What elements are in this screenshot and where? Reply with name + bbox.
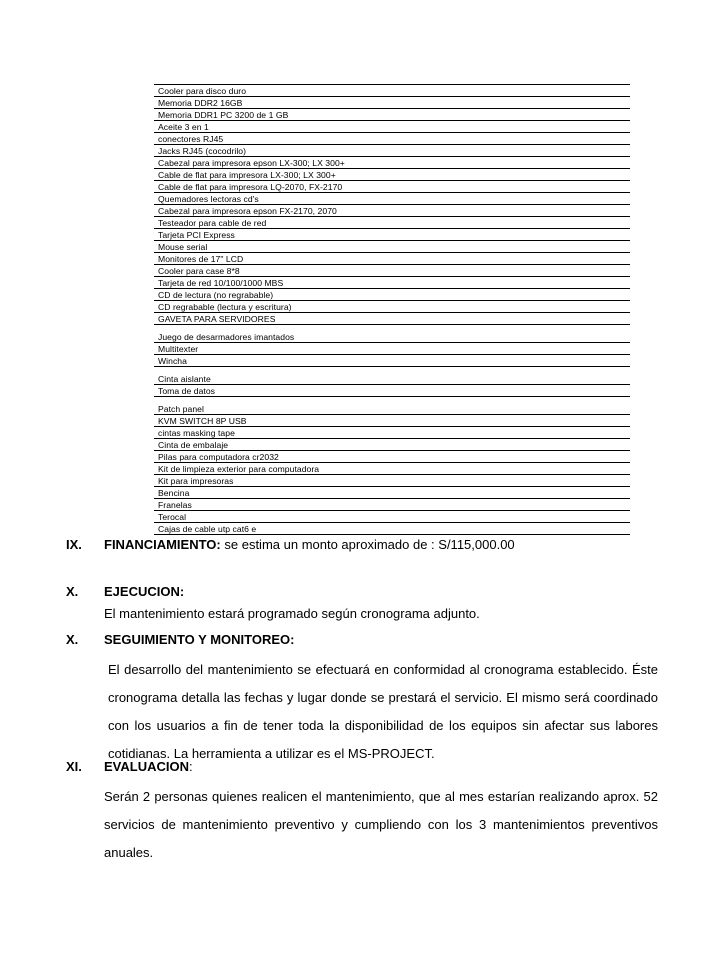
table-row [154, 313, 630, 325]
section-paragraph: Serán 2 personas quienes realicen el mantenimiento, que al mes estarían realizando aprox. 52 servicios de mantenimiento preventivo y cumpliendo con los 3 mantenimientos preventivos anuales. [104, 789, 658, 860]
item-label: Pilas para computadora cr2032 [158, 452, 279, 462]
item-label: Cooler para case 8*8 [158, 266, 240, 276]
item-label: CD regrabable (lectura y escritura) [158, 302, 292, 312]
table-row [154, 169, 630, 181]
item-label: Cabezal para impresora epson FX-2170, 2070 [158, 206, 337, 216]
item-label: Monitores de 17" LCD [158, 254, 244, 264]
table-row [154, 499, 630, 511]
table-row [154, 289, 630, 301]
item-label: Aceite 3 en 1 [158, 122, 209, 132]
item-label: Quemadores lectoras cd's [158, 194, 259, 204]
item-label: Cable de flat para impresora LQ-2070, FX-2170 [158, 182, 343, 192]
table-row [154, 217, 630, 229]
section-numeral: X. [66, 632, 79, 647]
section-paragraph: El mantenimiento estará programado según cronograma adjunto. [104, 606, 480, 621]
section-numeral: IX. [66, 537, 82, 552]
table-row [154, 121, 630, 133]
table-row [154, 385, 630, 397]
item-label: Wincha [158, 356, 187, 366]
table-row [154, 511, 630, 523]
table-row [154, 193, 630, 205]
item-label: cintas masking tape [158, 428, 235, 438]
table-row [154, 463, 630, 475]
item-label: KVM SWITCH 8P USB [158, 416, 247, 426]
item-label: Bencina [158, 488, 190, 498]
item-label: Toma de datos [158, 386, 216, 396]
table-row [154, 523, 630, 535]
table-row [154, 85, 630, 97]
section-financiamiento [66, 537, 658, 552]
item-label: Terocal [158, 512, 187, 522]
item-label: Memoria DDR2 16GB [158, 98, 243, 108]
item-label: Cable de flat para impresora LX-300; LX 300+ [158, 170, 336, 180]
item-label: Kit de limpieza exterior para computadora [158, 464, 320, 474]
item-label: Testeador para cable de red [158, 218, 267, 228]
table-row [154, 397, 630, 415]
table-row [154, 427, 630, 439]
section-heading [66, 537, 658, 552]
item-label: Cinta aislante [158, 374, 211, 384]
section-seguimiento [66, 632, 658, 768]
item-label: Cajas de cable utp cat6 e [158, 524, 257, 534]
table-row [154, 439, 630, 451]
section-title: SEGUIMIENTO Y MONITOREO: [104, 632, 295, 647]
item-label: Kit para impresoras [158, 476, 234, 486]
item-label: Jacks RJ45 (cocodrilo) [158, 146, 247, 156]
table-row [154, 229, 630, 241]
item-label: Tarjeta de red 10/100/1000 MBS [158, 278, 284, 288]
table-row [154, 277, 630, 289]
section-heading [66, 632, 658, 647]
table-row [154, 301, 630, 313]
section-numeral: X. [66, 584, 79, 599]
item-label: Mouse serial [158, 242, 208, 252]
table-row [154, 181, 630, 193]
item-label: Franelas [158, 500, 192, 510]
section-inline-text: se estima un monto aproximado de : S/115,000.00 [220, 537, 515, 552]
table-row [154, 145, 630, 157]
table-row [154, 253, 630, 265]
section-title: EVALUACION [104, 759, 189, 774]
table-row [154, 133, 630, 145]
table-row [154, 205, 630, 217]
table-row [154, 367, 630, 385]
table-row [154, 109, 630, 121]
item-label: Patch panel [158, 404, 204, 414]
item-label: Memoria DDR1 PC 3200 de 1 GB [158, 110, 289, 120]
section-title: EJECUCION: [104, 584, 185, 599]
table-row [154, 355, 630, 367]
item-label: GAVETA PARA SERVIDORES [158, 314, 276, 324]
table-row [154, 241, 630, 253]
table-row [154, 415, 630, 427]
item-label: conectores RJ45 [158, 134, 224, 144]
table-row [154, 487, 630, 499]
table-row [154, 97, 630, 109]
item-label: Tarjeta PCI Express [158, 230, 235, 240]
table-row [154, 157, 630, 169]
item-label: Cabezal para impresora epson LX-300; LX 300+ [158, 158, 345, 168]
item-label: Cooler para disco duro [158, 86, 247, 96]
item-label: Multitexter [158, 344, 199, 354]
item-label: CD de lectura (no regrabable) [158, 290, 274, 300]
table-row [154, 475, 630, 487]
section-heading [66, 759, 658, 774]
item-label: Cinta de embalaje [158, 440, 229, 450]
section-title-suffix: : [188, 759, 193, 774]
section-ejecucion [66, 584, 658, 623]
table-row [154, 451, 630, 463]
section-evaluacion [66, 759, 658, 867]
table-row [154, 325, 630, 343]
section-paragraph: El desarrollo del mantenimiento se efectuará en conformidad al cronograma establecido. Éste cronograma detalla las fechas y lugar donde se prestará el servicio. El mismo será coordinado con los usuarios a fin de tener toda la disponibilidad de los equipos sin afectar sus labores cotidianas. La herramienta a utilizar es el MS-PROJECT. [108, 662, 658, 761]
table-row [154, 265, 630, 277]
items-table [154, 84, 630, 535]
item-label: Juego de desarmadores imantados [158, 332, 295, 342]
table-row [154, 343, 630, 355]
section-numeral: XI. [66, 759, 82, 774]
section-heading [66, 584, 658, 599]
section-title: FINANCIAMIENTO: [104, 537, 221, 552]
